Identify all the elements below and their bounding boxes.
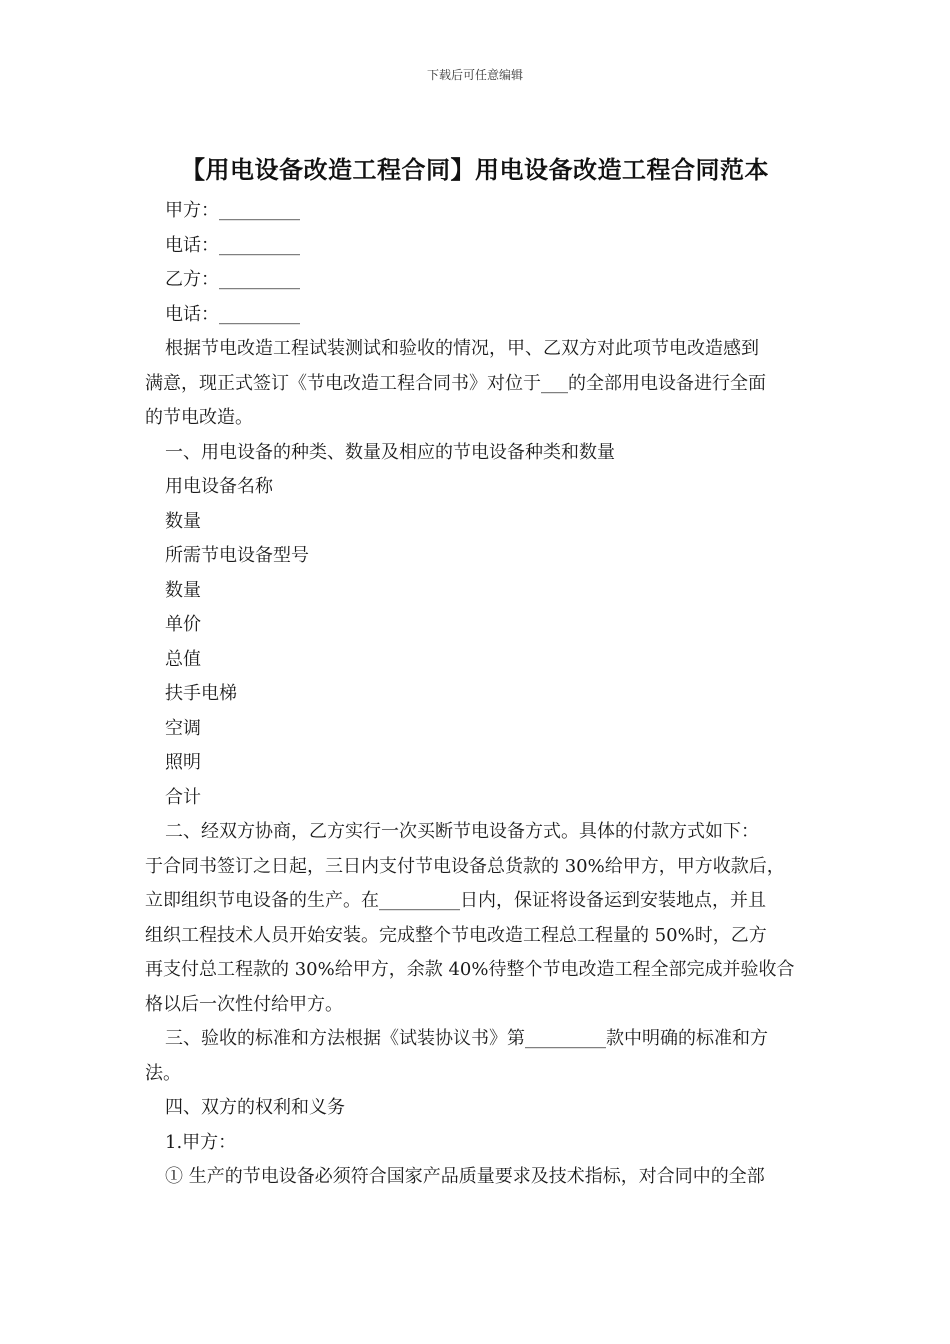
- contract-body: [145, 194, 815, 1195]
- section-3-line: 法。: [145, 1062, 181, 1084]
- section-2-line: 再支付总工程款的 30%给甲方，余款 40%待整个节电改造工程全部完成并验收合: [145, 959, 795, 980]
- table-item: 合计: [165, 786, 201, 808]
- party-a-phone-line: 电话：_________: [165, 234, 300, 256]
- party-b-phone-line: 电话：_________: [165, 303, 300, 325]
- party-a-obligations-heading: 1.甲方：: [165, 1131, 237, 1153]
- table-item: 用电设备名称: [165, 476, 273, 497]
- contract-title: 【用电设备改造工程合同】用电设备改造工程合同范本: [181, 155, 769, 184]
- table-item: 空调: [165, 717, 201, 739]
- table-item: 数量: [165, 579, 201, 601]
- section-2-line: 立即组织节电设备的生产。在_________日内，保证将设备运到安装地点，并且: [145, 890, 766, 911]
- party-b-line: 乙方：_________: [165, 269, 300, 290]
- table-item: 单价: [165, 614, 201, 635]
- section-4-heading: 四、双方的权利和义务: [165, 1097, 345, 1118]
- download-note: 下载后可任意编辑: [426, 68, 523, 82]
- section-2-line: 格以后一次性付给甲方。: [145, 993, 343, 1015]
- table-item: 总值: [165, 648, 201, 670]
- intro-line: 满意，现正式签订《节电改造工程合同书》对位于___的全部用电设备进行全面: [145, 372, 766, 394]
- intro-line: 的节电改造。: [145, 407, 253, 428]
- party-a-line: 甲方：_________: [165, 200, 300, 221]
- section-3-line: 三、验收的标准和方法根据《试装协议书》第_________款中明确的标准和方: [165, 1028, 768, 1049]
- table-item: 数量: [165, 510, 201, 532]
- section-2-line: 于合同书签订之日起，三日内支付节电设备总货款的 30%给甲方，甲方收款后，: [145, 855, 785, 877]
- section-2-line: 组织工程技术人员开始安装。完成整个节电改造工程总工程量的 50%时，乙方: [145, 924, 767, 946]
- table-item: 照明: [165, 752, 201, 773]
- section-2-line: 二、经双方协商，乙方实行一次买断节电设备方式。具体的付款方式如下：: [165, 821, 759, 842]
- obligation-item: ① 生产的节电设备必须符合国家产品质量要求及技术指标，对合同中的全部: [165, 1166, 765, 1187]
- table-item: 扶手电梯: [165, 683, 237, 704]
- section-1-heading: 一、用电设备的种类、数量及相应的节电设备种类和数量: [165, 441, 615, 463]
- table-item: 所需节电设备型号: [165, 545, 309, 566]
- intro-line: 根据节电改造工程试装测试和验收的情况，甲、乙双方对此项节电改造感到: [165, 338, 759, 359]
